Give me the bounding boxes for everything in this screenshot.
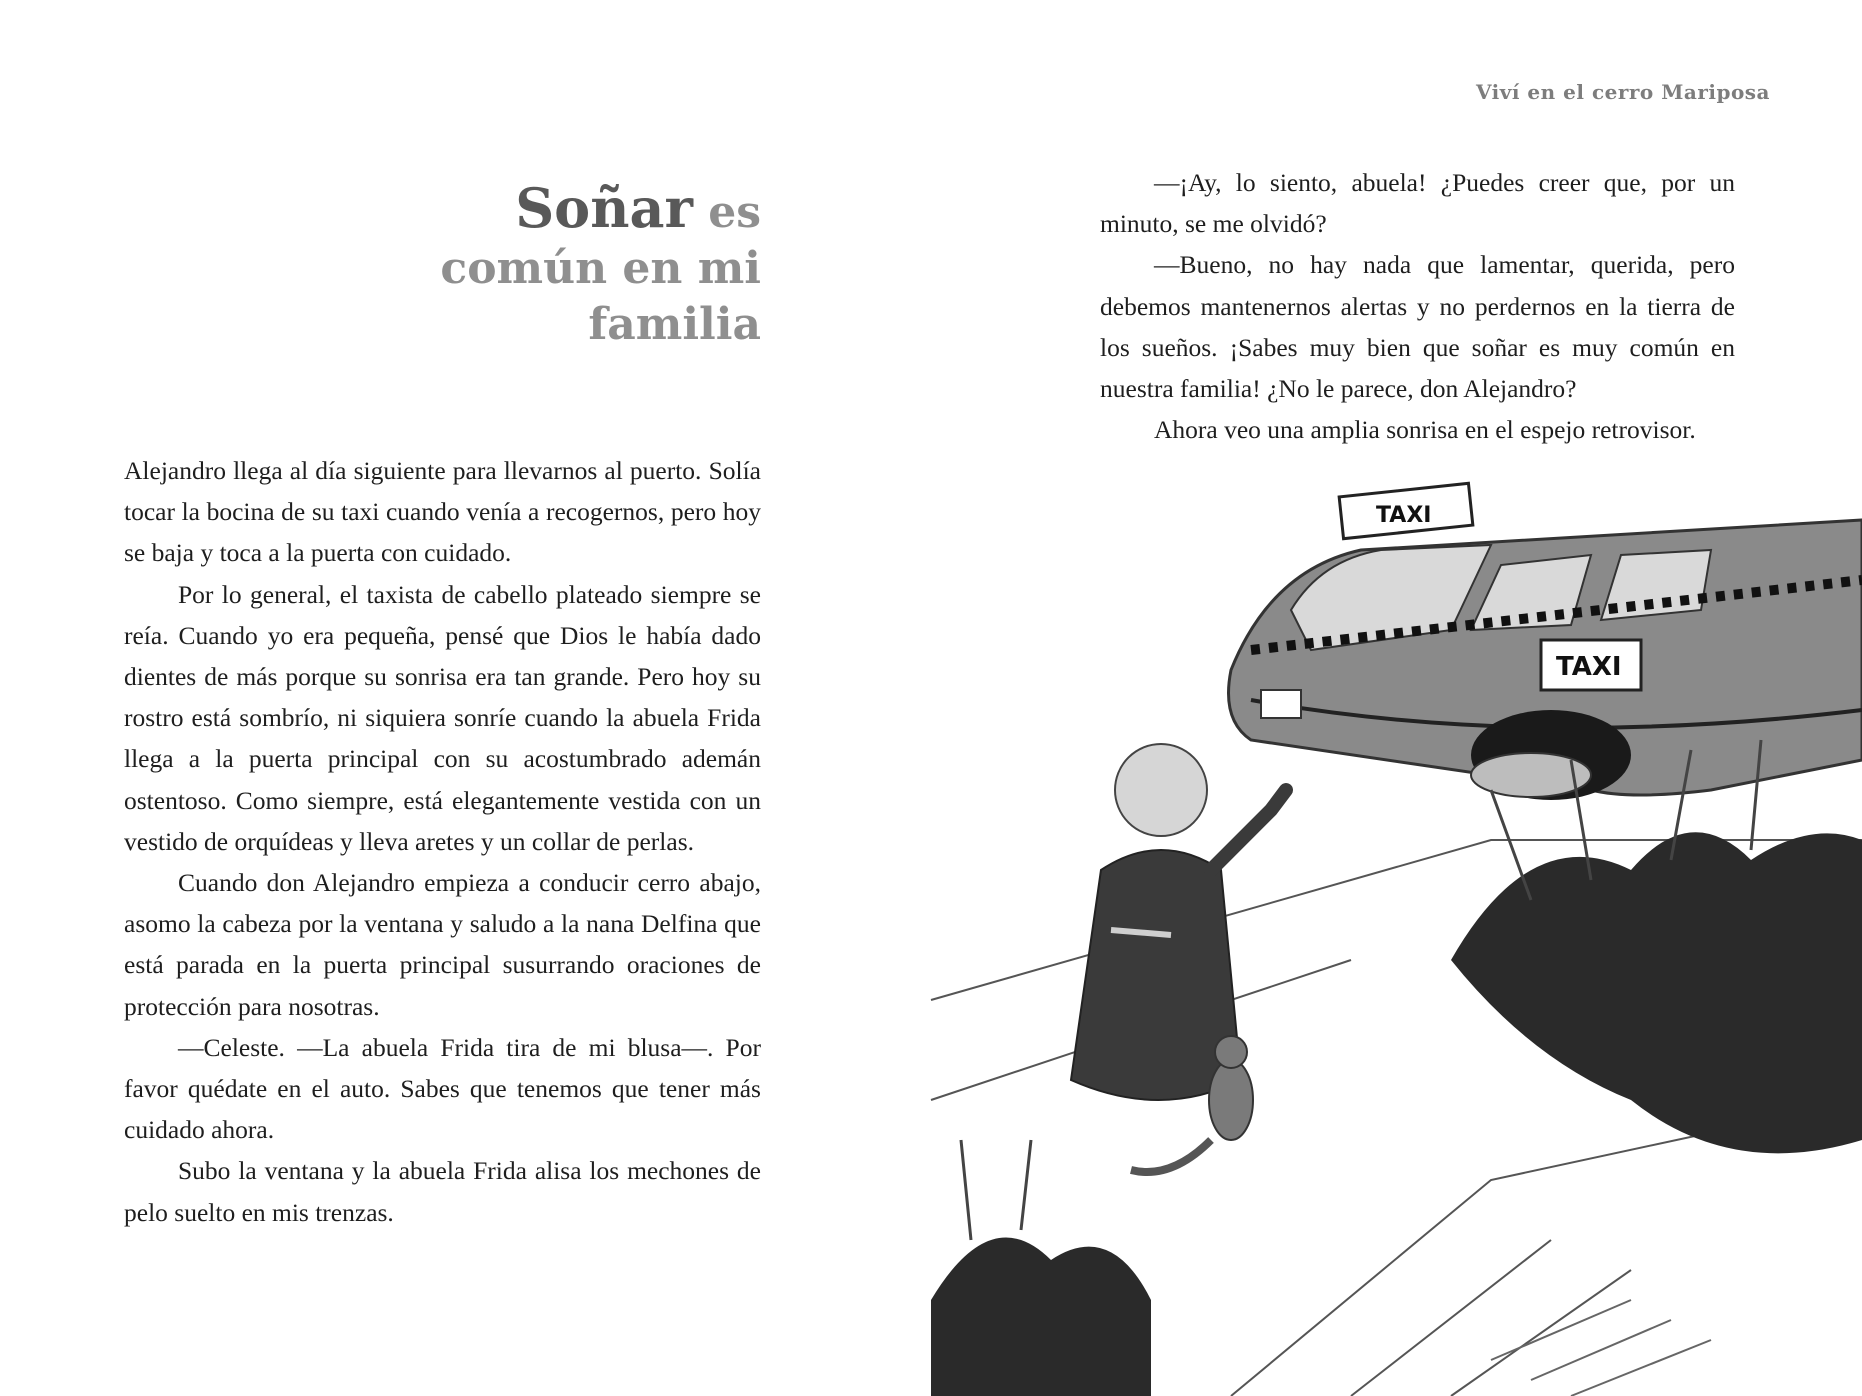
paragraph: —Celeste. —La abuela Frida tira de mi blusa—. Por favor quédate en el auto. Sabes que tenemos que tener más cuidado ahora. — [124, 1032, 761, 1145]
paragraph: —Bueno, no hay nada que lamentar, querida, pero debemos mantenernos alertas y no perdernos en la tierra de los sueños. ¡Sabes muy bien que soñar es muy común en nuestra familia! ¿No le parece, don Alejandro? — [1100, 250, 1735, 404]
title-rest: es — [708, 187, 761, 238]
right-body — [1100, 162, 1735, 450]
paragraph: Ahora veo una amplia sonrisa en el espejo retrovisor. — [1154, 415, 1696, 445]
side-sign-text: TAXI — [1556, 652, 1622, 682]
roof-sign-text: TAXI — [1376, 503, 1432, 528]
taxi-illustration — [931, 503, 1862, 1396]
title-line-3: familia — [588, 299, 761, 350]
paragraph: Subo la ventana y la abuela Frida alisa los mechones de pelo suelto en mis trenzas. — [124, 1156, 761, 1227]
grandmother-figure — [1071, 744, 1286, 1100]
paragraph: —¡Ay, lo siento, abuela! ¿Puedes creer que, por un minuto, se me olvidó? — [1100, 168, 1735, 239]
illustration-svg — [931, 503, 1862, 1396]
paragraph: Por lo general, el taxista de cabello plateado siempre se reía. Cuando yo era pequeña, pensé que Dios le había dado dientes de más porque su sonrisa era tan grande. Pero hoy su rostro está sombrío, ni siquiera sonríe cuando la abuela Frida llega a la puerta principal con su acostumbrado ademán ostentoso. Como siempre, está elegantemente vestida con un vestido de orquídeas y lleva aretes y un collar de perlas. — [124, 579, 761, 856]
right-page — [931, 0, 1862, 1396]
running-head: Viví en el cerro Mariposa — [1475, 80, 1770, 104]
title-word: Soñar — [515, 176, 693, 240]
paragraph: Cuando don Alejandro empieza a conducir cerro abajo, asomo la cabeza por la ventana y saludo a la nana Delfina que está parada en la puerta principal susurrando oraciones de protección para nosotras. — [124, 868, 761, 1021]
taxi-car — [1229, 483, 1862, 800]
chapter-body — [124, 450, 761, 1233]
steps — [1491, 1300, 1711, 1396]
title-line-2: común en mi — [440, 243, 761, 294]
chapter-title — [201, 176, 761, 353]
plants — [931, 740, 1862, 1396]
paragraph: Alejandro llega al día siguiente para llevarnos al puerto. Solía tocar la bocina de su taxi cuando venía a recogernos, pero hoy se baja y toca a la puerta con cuidado. — [124, 456, 761, 568]
